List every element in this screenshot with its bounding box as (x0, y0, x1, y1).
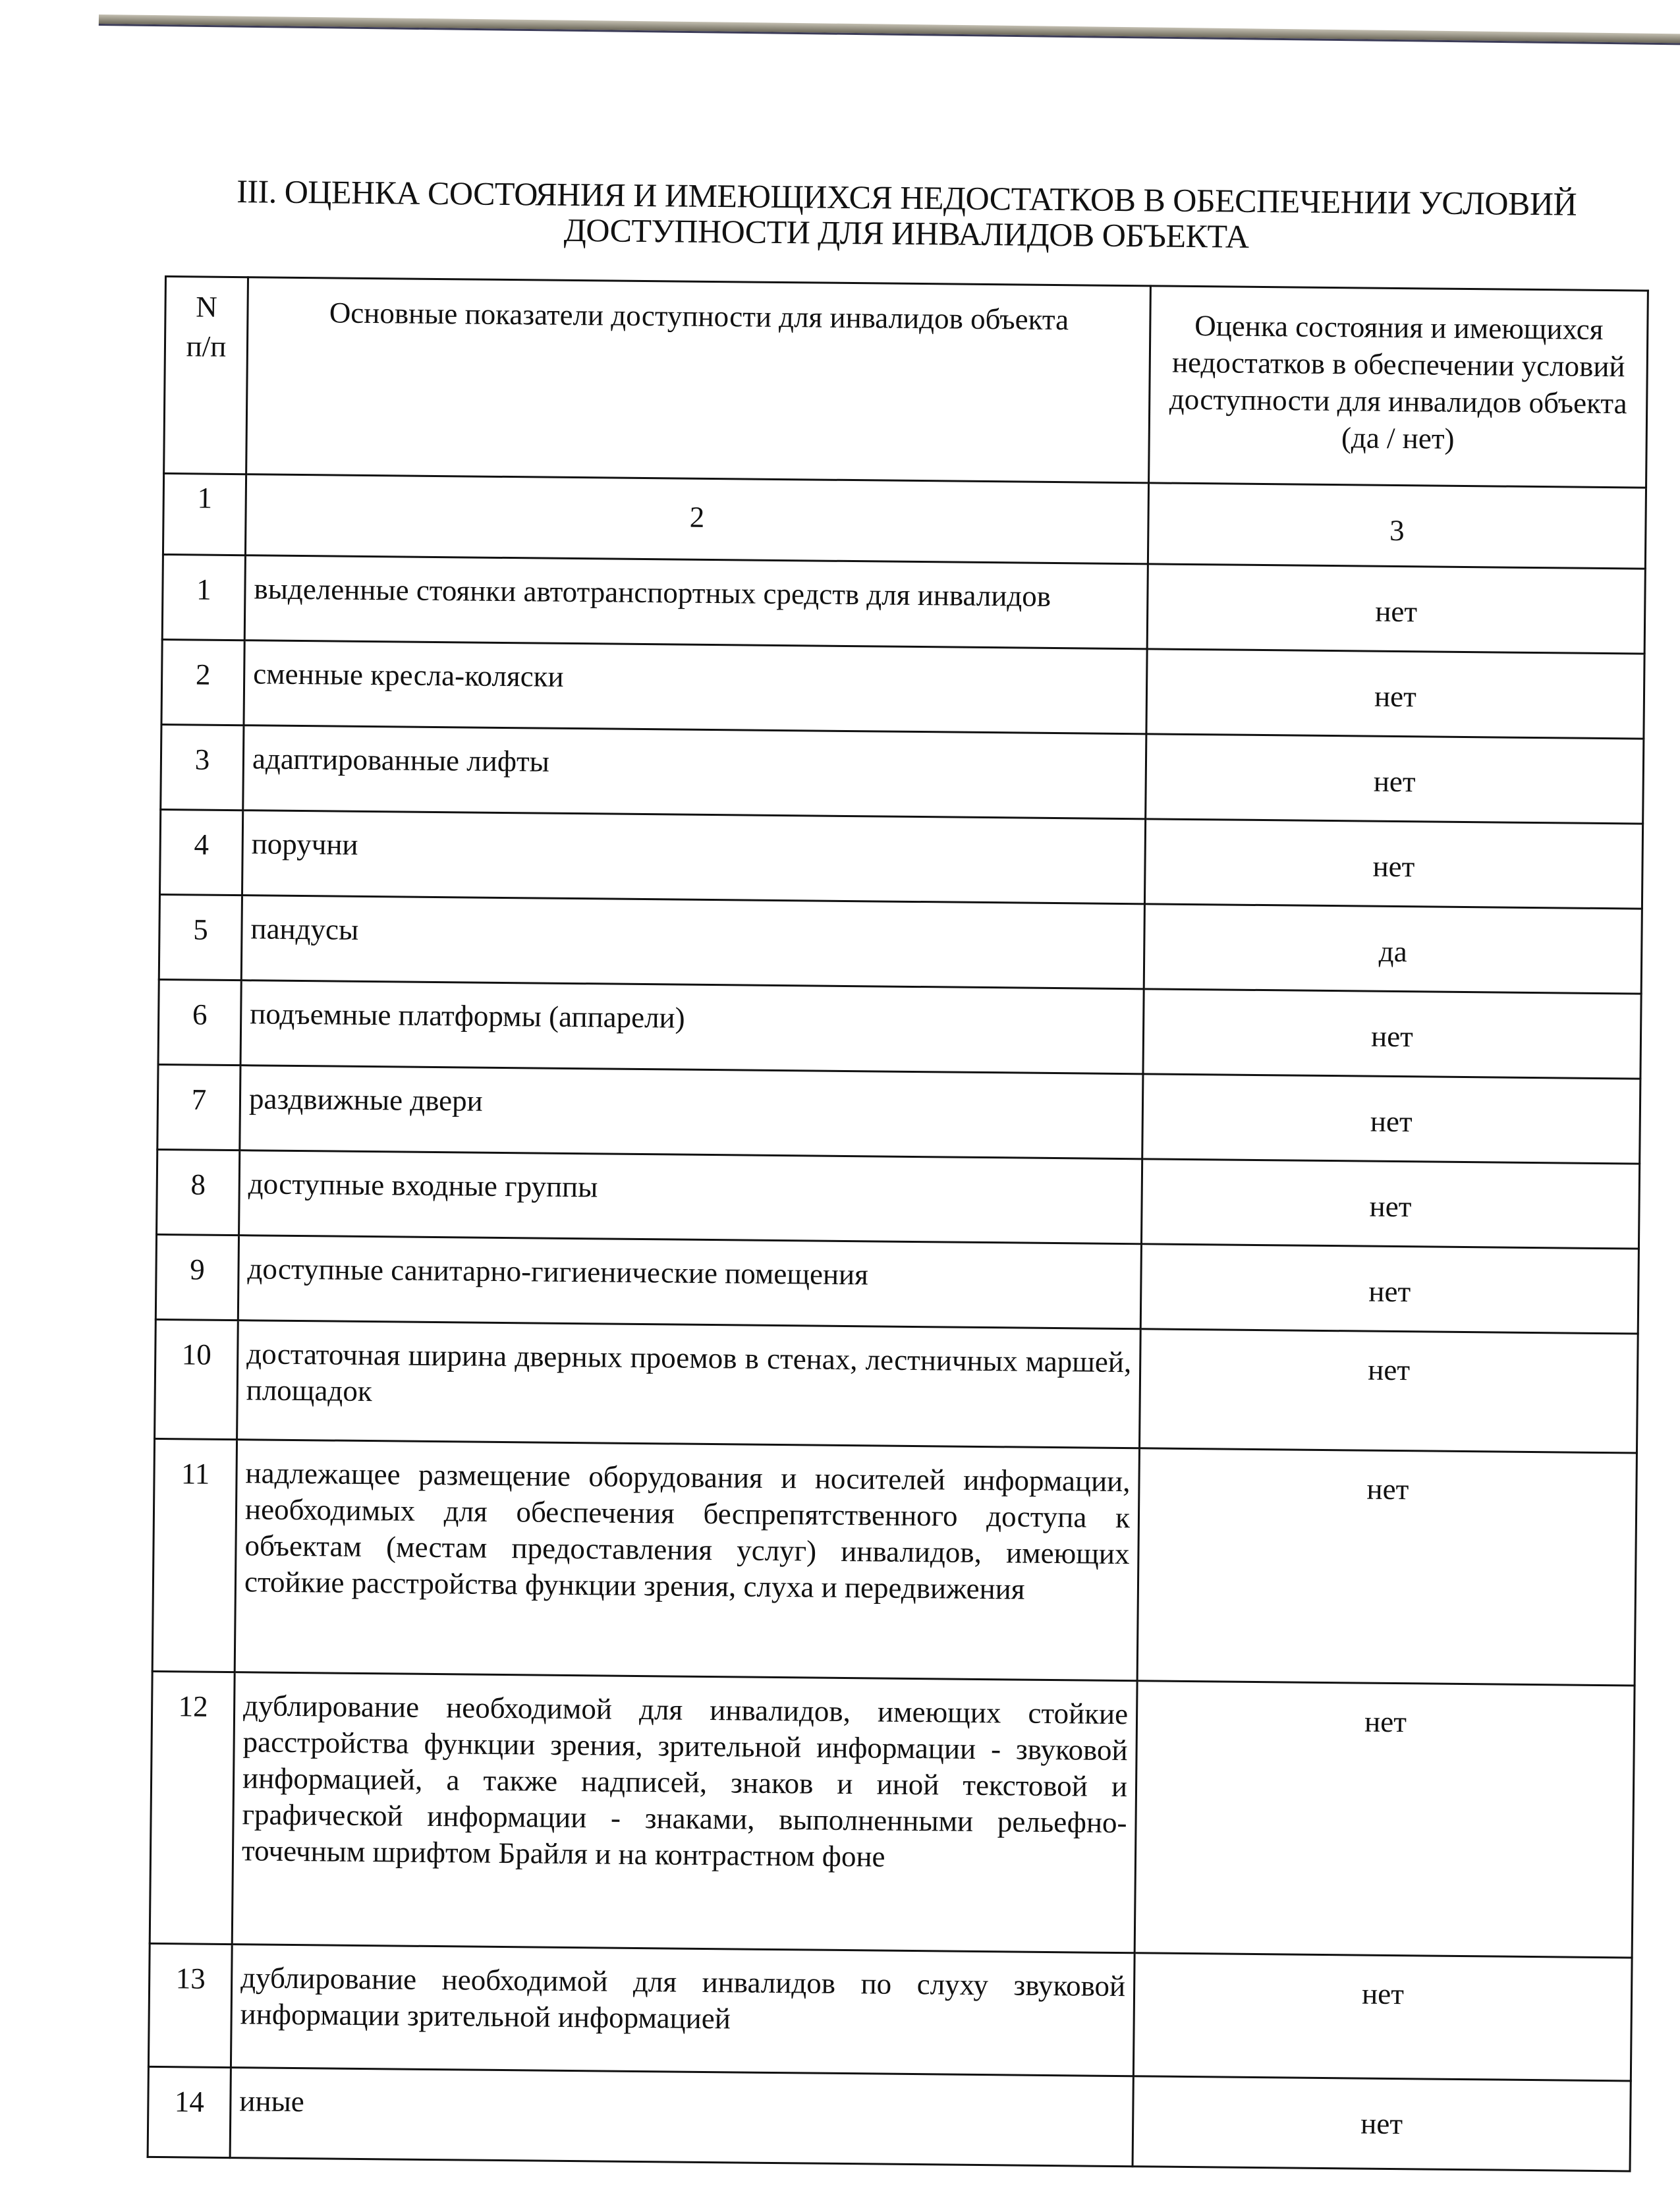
row-number: 8 (157, 1149, 240, 1235)
row-value: нет (1141, 1159, 1639, 1249)
row-value: нет (1146, 649, 1644, 739)
row-indicator: достаточная ширина дверных проемов в стенах, лестничных маршей, площадок (237, 1321, 1141, 1448)
row-number: 14 (148, 2066, 231, 2157)
row-indicator: дублирование необходимой для инвалидов, имеющих стойкие расстройства функции зрения, зрительной информации - звуковой информацией, а также надписей, знаков и иной текстовой и графической информации - знаками, выполненными рельефно-точечным шрифтом Брайля и на контрастном фоне (232, 1672, 1137, 1953)
table-row (161, 724, 1644, 824)
table-row (150, 1671, 1635, 1958)
row-indicator: раздвижные двери (240, 1066, 1143, 1159)
header-num-line1: N (196, 290, 218, 324)
row-indicator: пандусы (241, 896, 1144, 989)
row-number: 3 (161, 724, 244, 810)
header-num-line2: п/п (186, 329, 227, 363)
row-value: нет (1146, 734, 1644, 824)
table-row (157, 1149, 1640, 1249)
row-number: 11 (152, 1438, 237, 1672)
row-number: 5 (159, 894, 242, 980)
row-indicator: надлежащее размещение оборудования и носителей информации, необходимых для обеспечения беспрепятственного доступа к объектам (местам предоставления услуг) инвалидов, имеющих стойкие расстройства функции зрения, слуха и передвижения (235, 1440, 1139, 1681)
row-indicator: выделенные стоянки автотранспортных средств для инвалидов (244, 555, 1148, 649)
column-number-2: 2 (245, 474, 1148, 564)
row-indicator: доступные санитарно-гигиенические помещения (238, 1236, 1141, 1329)
row-number: 1 (162, 554, 245, 640)
row-indicator: сменные кресла-коляски (244, 640, 1147, 734)
row-value: нет (1140, 1244, 1638, 1334)
table-row (160, 809, 1643, 909)
row-indicator: дублирование необходимой для инвалидов по слуху звуковой информации зрительной информацией (231, 1945, 1134, 2076)
row-value: нет (1134, 1681, 1635, 1958)
row-value: нет (1140, 1329, 1638, 1453)
row-value: нет (1133, 2076, 1631, 2171)
row-value: нет (1137, 1448, 1637, 1686)
table-row (162, 554, 1645, 654)
header-evaluation-cell: Оценка состояния и имеющихся недостатков в обеспечении условий доступности для инвалидов объекта (да / нет) (1149, 286, 1648, 488)
table-row (155, 1234, 1638, 1334)
row-number: 4 (160, 809, 243, 895)
title-line-1: III. ОЦЕНКА СОСТОЯНИЯ И ИМЕЮЩИХСЯ НЕДОСТАТКОВ В ОБЕСПЕЧЕНИИ УСЛОВИЙ (237, 173, 1577, 223)
row-number: 13 (148, 1943, 232, 2067)
row-number: 7 (157, 1064, 240, 1150)
row-indicator: подъемные платформы (аппарели) (240, 981, 1144, 1074)
column-number-1: 1 (163, 474, 246, 555)
row-value: нет (1142, 1074, 1640, 1164)
table-row (148, 2066, 1631, 2171)
table-row (158, 979, 1641, 1079)
row-value: нет (1143, 989, 1641, 1079)
section-title (165, 173, 1648, 258)
table-row (159, 894, 1642, 994)
row-number: 10 (155, 1319, 238, 1439)
header-indicator-cell: Основные показатели доступности для инвалидов объекта (246, 277, 1151, 483)
header-num-cell (164, 277, 248, 474)
row-indicator: адаптированные лифты (243, 725, 1146, 819)
row-value: нет (1144, 819, 1642, 909)
row-number: 9 (155, 1234, 238, 1320)
accessibility-table (147, 275, 1649, 2172)
row-number: 2 (161, 639, 244, 725)
row-number: 6 (158, 979, 241, 1065)
table-row (161, 639, 1644, 739)
table-row (152, 1438, 1637, 1686)
table-row (155, 1319, 1638, 1453)
column-number-row (163, 474, 1646, 569)
row-indicator: иные (230, 2068, 1133, 2167)
row-indicator: поручни (242, 810, 1145, 904)
row-value: нет (1147, 564, 1645, 654)
row-value: да (1144, 904, 1642, 994)
column-number-3: 3 (1148, 483, 1646, 569)
table-row (148, 1943, 1632, 2081)
row-number: 12 (150, 1671, 235, 1944)
row-indicator: доступные входные группы (239, 1151, 1142, 1244)
title-line-2: ДОСТУПНОСТИ ДЛЯ ИНВАЛИДОВ ОБЪЕКТА (563, 211, 1249, 255)
table-header-row (164, 277, 1648, 488)
row-value: нет (1133, 1953, 1632, 2081)
table-row (157, 1064, 1640, 1164)
